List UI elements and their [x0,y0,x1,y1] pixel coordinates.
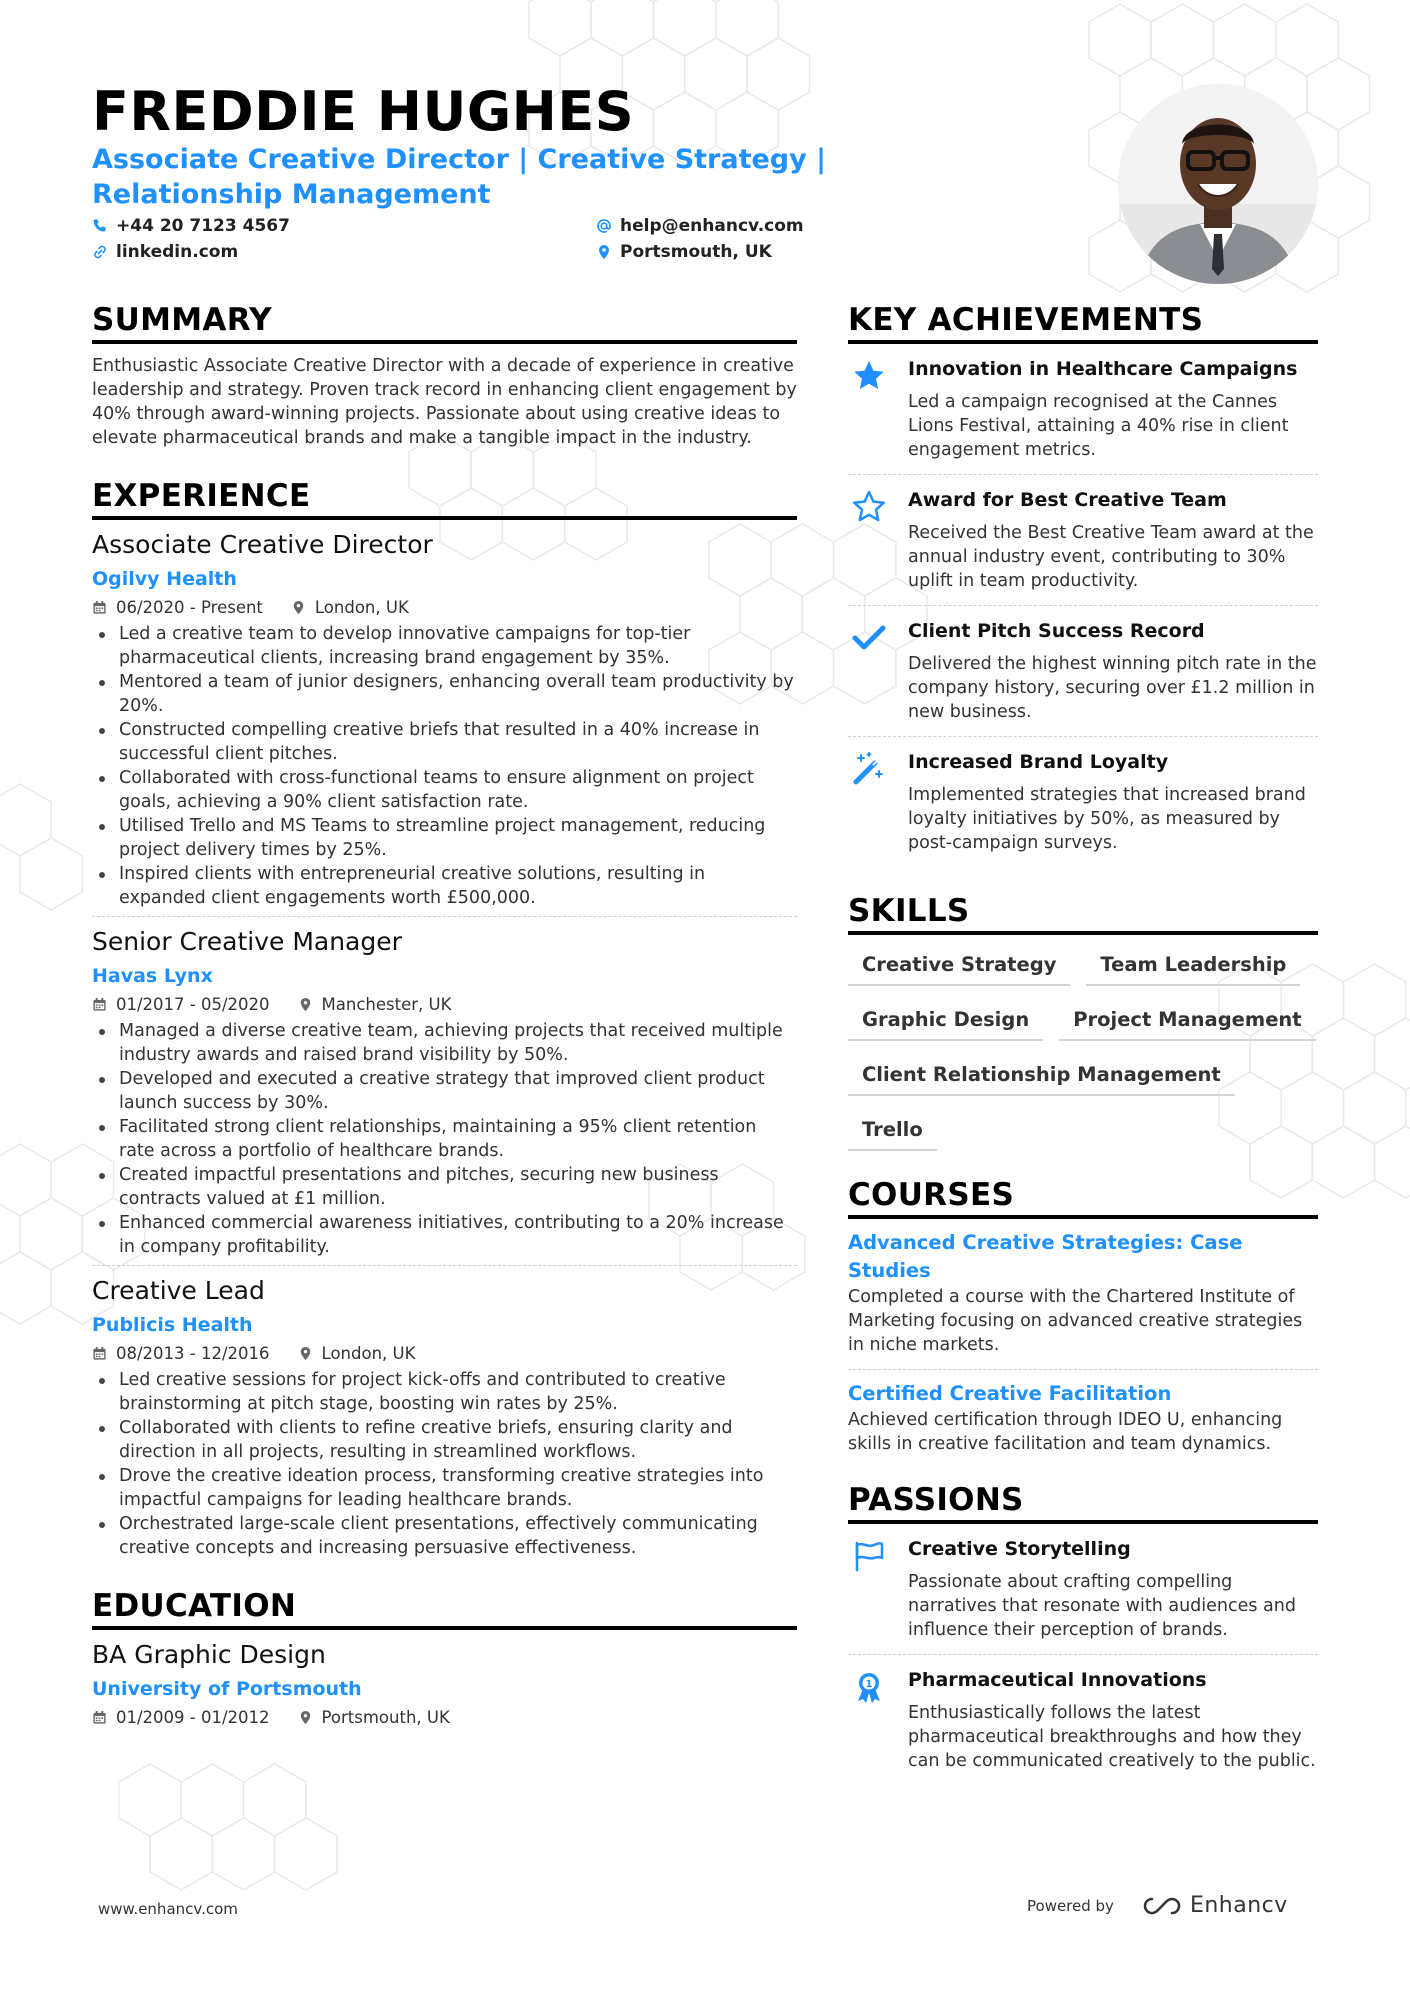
bullet-item: Led a creative team to develop innovative campaigns for top-tier pharmaceutical clients, increasing brand engagement by 35%. [92,622,797,670]
job-dates-text: 08/2013 - 12/2016 [116,1343,270,1363]
bullet-item: Led creative sessions for project kick-offs and contributed to creative brainstorming at pitch stage, boosting win rates by 25%. [92,1368,797,1416]
enhancv-brand-text: Enhancv [1189,1893,1288,1918]
passion-title: Creative Storytelling [908,1538,1131,1560]
checkmark-icon-wrap [848,618,890,724]
job-location [291,598,409,617]
background-hexagon [275,1818,337,1890]
degree-title: BA Graphic Design [92,1640,326,1669]
background-hexagon [20,838,82,910]
education-location-text: Portsmouth, UK [321,1707,450,1727]
company-name: Havas Lynx [92,965,213,987]
at-sign-icon [596,218,612,234]
job-location-text: London, UK [314,597,409,617]
award-ribbon-icon-wrap [848,1667,890,1773]
passions-section [848,1482,1318,1785]
achievement-body [908,356,1318,462]
summary-text: Enthusiastic Associate Creative Director with a decade of experience in creative leadership and strategy. Proven track record in enhancing client engagement by 40% through award-winning projects. Passionate about using creative ideas to elevate pharmaceutical brands and make a tangible impact in the industry. [92,356,797,448]
passion-title: Pharmaceutical Innovations [908,1669,1207,1691]
link-icon [92,244,108,260]
achievement-item [848,605,1318,736]
bullet-item: Created impactful presentations and pitches, securing new business contracts valued at £1 million. [92,1163,797,1211]
background-hexagon [685,38,747,110]
bullet-item: Inspired clients with entrepreneurial creative solutions, resulting in expanded client engagements worth £500,000. [92,862,797,910]
background-hexagon [1151,4,1213,76]
achievement-description: Led a campaign recognised at the Cannes Lions Festival, attaining a 40% rise in client engagement metrics. [908,392,1289,460]
profile-photo [1118,84,1318,284]
star-filled-icon-wrap [848,356,890,462]
footer-website[interactable]: www.enhancv.com [98,1900,238,1918]
background-hexagon [1214,4,1276,76]
svg-text:1: 1 [865,1679,873,1690]
key-achievements-section [848,302,1318,867]
passion-description: Enthusiastically follows the latest pharmaceutical breakthroughs and how they can be communicated creatively to the public. [908,1703,1316,1771]
star-outline-icon-wrap [848,487,890,593]
education-section [92,1588,797,1730]
skill-tag: Client Relationship Management [848,1059,1235,1096]
bullet-item: Facilitated strong client relationships, maintaining a 95% client retention rate across a portfolio of healthcare brands. [92,1115,797,1163]
background-hexagon [654,0,716,56]
enhancv-logo[interactable] [1140,1893,1288,1918]
passion-item [848,1654,1318,1785]
location-contact [596,242,852,262]
phone-number: +44 20 7123 4567 [116,216,290,236]
background-hexagon [1344,964,1406,1036]
summary-section [92,302,797,450]
location-pin-icon [291,600,306,615]
profile-photo-illustration [1118,84,1318,284]
job-dates-text: 01/2017 - 05/2020 [116,994,270,1014]
background-hexagon [1312,1126,1374,1198]
achievement-item [848,474,1318,605]
background-hexagon [1312,1018,1374,1090]
candidate-name: FREDDIE HUGHES [92,80,635,143]
job-bullets [92,1368,797,1560]
job-location-text: Manchester, UK [321,994,452,1014]
contact-info [92,216,852,262]
achievement-body [908,618,1318,724]
passion-description: Passionate about crafting compelling narratives that resonate with audiences and influence their perception of brands. [908,1572,1296,1640]
job-meta [92,594,797,620]
linkedin-link[interactable]: linkedin.com [116,242,239,262]
achievement-body [908,749,1318,855]
summary-heading: SUMMARY [92,302,797,344]
course-title: Advanced Creative Strategies: Case Studies [848,1231,1243,1282]
bullet-item: Mentored a team of junior designers, enhancing overall team productivity by 20%. [92,670,797,718]
bullet-item: Orchestrated large-scale client presentations, effectively communicating creative concepts and increasing persuasive effectiveness. [92,1512,797,1560]
background-hexagon [0,784,51,856]
education-location [298,1708,450,1727]
background-hexagon [1344,1072,1406,1144]
background-hexagon [529,0,591,56]
achievement-title: Increased Brand Loyalty [908,751,1169,773]
job-title: Creative Lead [92,1276,265,1305]
footer-branding [1027,1893,1288,1918]
company-name: Publicis Health [92,1314,253,1336]
key-achievements-heading: KEY ACHIEVEMENTS [848,302,1318,344]
background-hexagon [244,1764,306,1836]
school-name: University of Portsmouth [92,1678,362,1700]
bullet-item: Constructed compelling creative briefs that resulted in a 40% increase in successful client pitches. [92,718,797,766]
job-bullets [92,1019,797,1259]
calendar-icon [92,1346,107,1361]
bullet-item: Developed and executed a creative strategy that improved client product launch success by 30%. [92,1067,797,1115]
achievement-description: Implemented strategies that increased brand loyalty initiatives by 50%, as measured by post-campaign surveys. [908,785,1306,853]
job-title: Associate Creative Director [92,530,433,559]
passions-heading: PASSIONS [848,1482,1318,1524]
background-hexagon [716,0,778,56]
calendar-icon [92,1710,107,1725]
checkmark-icon [851,620,887,656]
skill-tag: Project Management [1059,1004,1315,1041]
bullet-item: Enhanced commercial awareness initiatives, contributing to a 20% increase in company profitability. [92,1211,797,1259]
flag-icon-wrap [848,1536,890,1642]
achievement-description: Received the Best Creative Team award at the annual industry event, contributing to 30% uplift in team productivity. [908,523,1314,591]
achievement-title: Innovation in Healthcare Campaigns [908,358,1298,380]
magic-wand-icon-wrap [848,749,890,855]
bullet-item: Collaborated with clients to refine creative briefs, ensuring clarity and direction in all projects, resulting in streamlined workflows. [92,1416,797,1464]
course-description: Achieved certification through IDEO U, enhancing skills in creative facilitation and team dynamics. [848,1410,1283,1454]
job-location-text: London, UK [321,1343,416,1363]
passion-body [908,1536,1318,1642]
left-column [92,302,797,1730]
job-dates [92,598,263,617]
education-dates-text: 01/2009 - 01/2012 [116,1707,270,1727]
bullet-item: Collaborated with cross-functional teams to ensure alignment on project goals, achieving a 90% client satisfaction rate. [92,766,797,814]
job-entry [92,520,797,910]
company-name: Ogilvy Health [92,568,237,590]
bullet-item: Utilised Trello and MS Teams to streamline project management, reducing project delivery times by 25%. [92,814,797,862]
courses-heading: COURSES [848,1177,1318,1219]
skills-list [848,949,1318,1151]
star-filled-icon [851,358,887,394]
job-dates-text: 06/2020 - Present [116,597,263,617]
background-hexagon [0,1252,51,1324]
phone-contact [92,216,596,236]
magic-wand-icon [851,751,887,787]
experience-section [92,478,797,1560]
achievement-item [848,736,1318,867]
powered-by-text: Powered by [1027,1896,1114,1915]
phone-icon [92,218,108,234]
background-hexagon [1089,4,1151,76]
location-pin-icon [298,1346,313,1361]
achievement-body [908,487,1318,593]
location-pin-icon [596,244,612,260]
location-pin-icon [298,1710,313,1725]
job-title: Senior Creative Manager [92,927,402,956]
courses-section [848,1177,1318,1456]
achievement-title: Award for Best Creative Team [908,489,1227,511]
skills-heading: SKILLS [848,893,1318,935]
email-address[interactable]: help@enhancv.com [620,216,804,236]
education-heading: EDUCATION [92,1588,797,1630]
job-dates [92,995,270,1014]
education-entry [92,1630,797,1730]
skills-section [848,893,1318,1151]
achievement-title: Client Pitch Success Record [908,620,1205,642]
job-entry [92,916,797,1259]
experience-heading: EXPERIENCE [92,478,797,520]
star-outline-icon [851,489,887,525]
passion-body [908,1667,1318,1773]
job-meta [92,1340,797,1366]
background-hexagon [181,1764,243,1836]
education-dates [92,1708,270,1727]
education-meta [92,1704,797,1730]
course-description: Completed a course with the Chartered Institute of Marketing focusing on advanced creative strategies in niche markets. [848,1287,1303,1355]
background-hexagon [119,1764,181,1836]
background-hexagon [1375,1126,1410,1198]
job-meta [92,991,797,1017]
skill-tag: Trello [848,1114,937,1151]
location-text: Portsmouth, UK [620,242,772,262]
right-column [848,302,1318,1785]
skill-tag: Creative Strategy [848,949,1070,986]
background-hexagon [1375,1018,1410,1090]
flag-icon [851,1538,887,1574]
background-hexagon [20,1198,82,1270]
passion-item [848,1524,1318,1654]
background-hexagon [150,1818,212,1890]
candidate-headline: Associate Creative Director | Creative Strategy | Relationship Management [92,144,826,210]
job-dates [92,1344,270,1363]
course-title: Certified Creative Facilitation [848,1382,1172,1405]
bullet-item: Managed a diverse creative team, achieving projects that received multiple industry awards and raised brand visibility by 50%. [92,1019,797,1067]
enhancv-logo-icon [1140,1895,1184,1917]
achievement-description: Delivered the highest winning pitch rate in the company history, securing over £1.2 million in new business. [908,654,1317,722]
skill-tag: Team Leadership [1086,949,1300,986]
linkedin-contact[interactable] [92,242,596,262]
background-hexagon [1307,58,1369,130]
job-bullets [92,622,797,910]
bullet-item: Drove the creative ideation process, transforming creative strategies into impactful campaigns for leading healthcare brands. [92,1464,797,1512]
calendar-icon [92,600,107,615]
award-ribbon-icon [851,1669,887,1705]
job-location [298,1344,416,1363]
background-hexagon [1276,4,1338,76]
job-location [298,995,452,1014]
course-item [848,1229,1318,1357]
background-hexagon [591,0,653,56]
job-entry [92,1265,797,1560]
background-hexagon [212,1818,274,1890]
location-pin-icon [298,997,313,1012]
course-item [848,1369,1318,1456]
calendar-icon [92,997,107,1012]
background-hexagon [0,1144,51,1216]
achievement-item [848,344,1318,474]
skill-tag: Graphic Design [848,1004,1043,1041]
email-contact[interactable] [596,216,852,236]
background-hexagon [747,38,809,110]
